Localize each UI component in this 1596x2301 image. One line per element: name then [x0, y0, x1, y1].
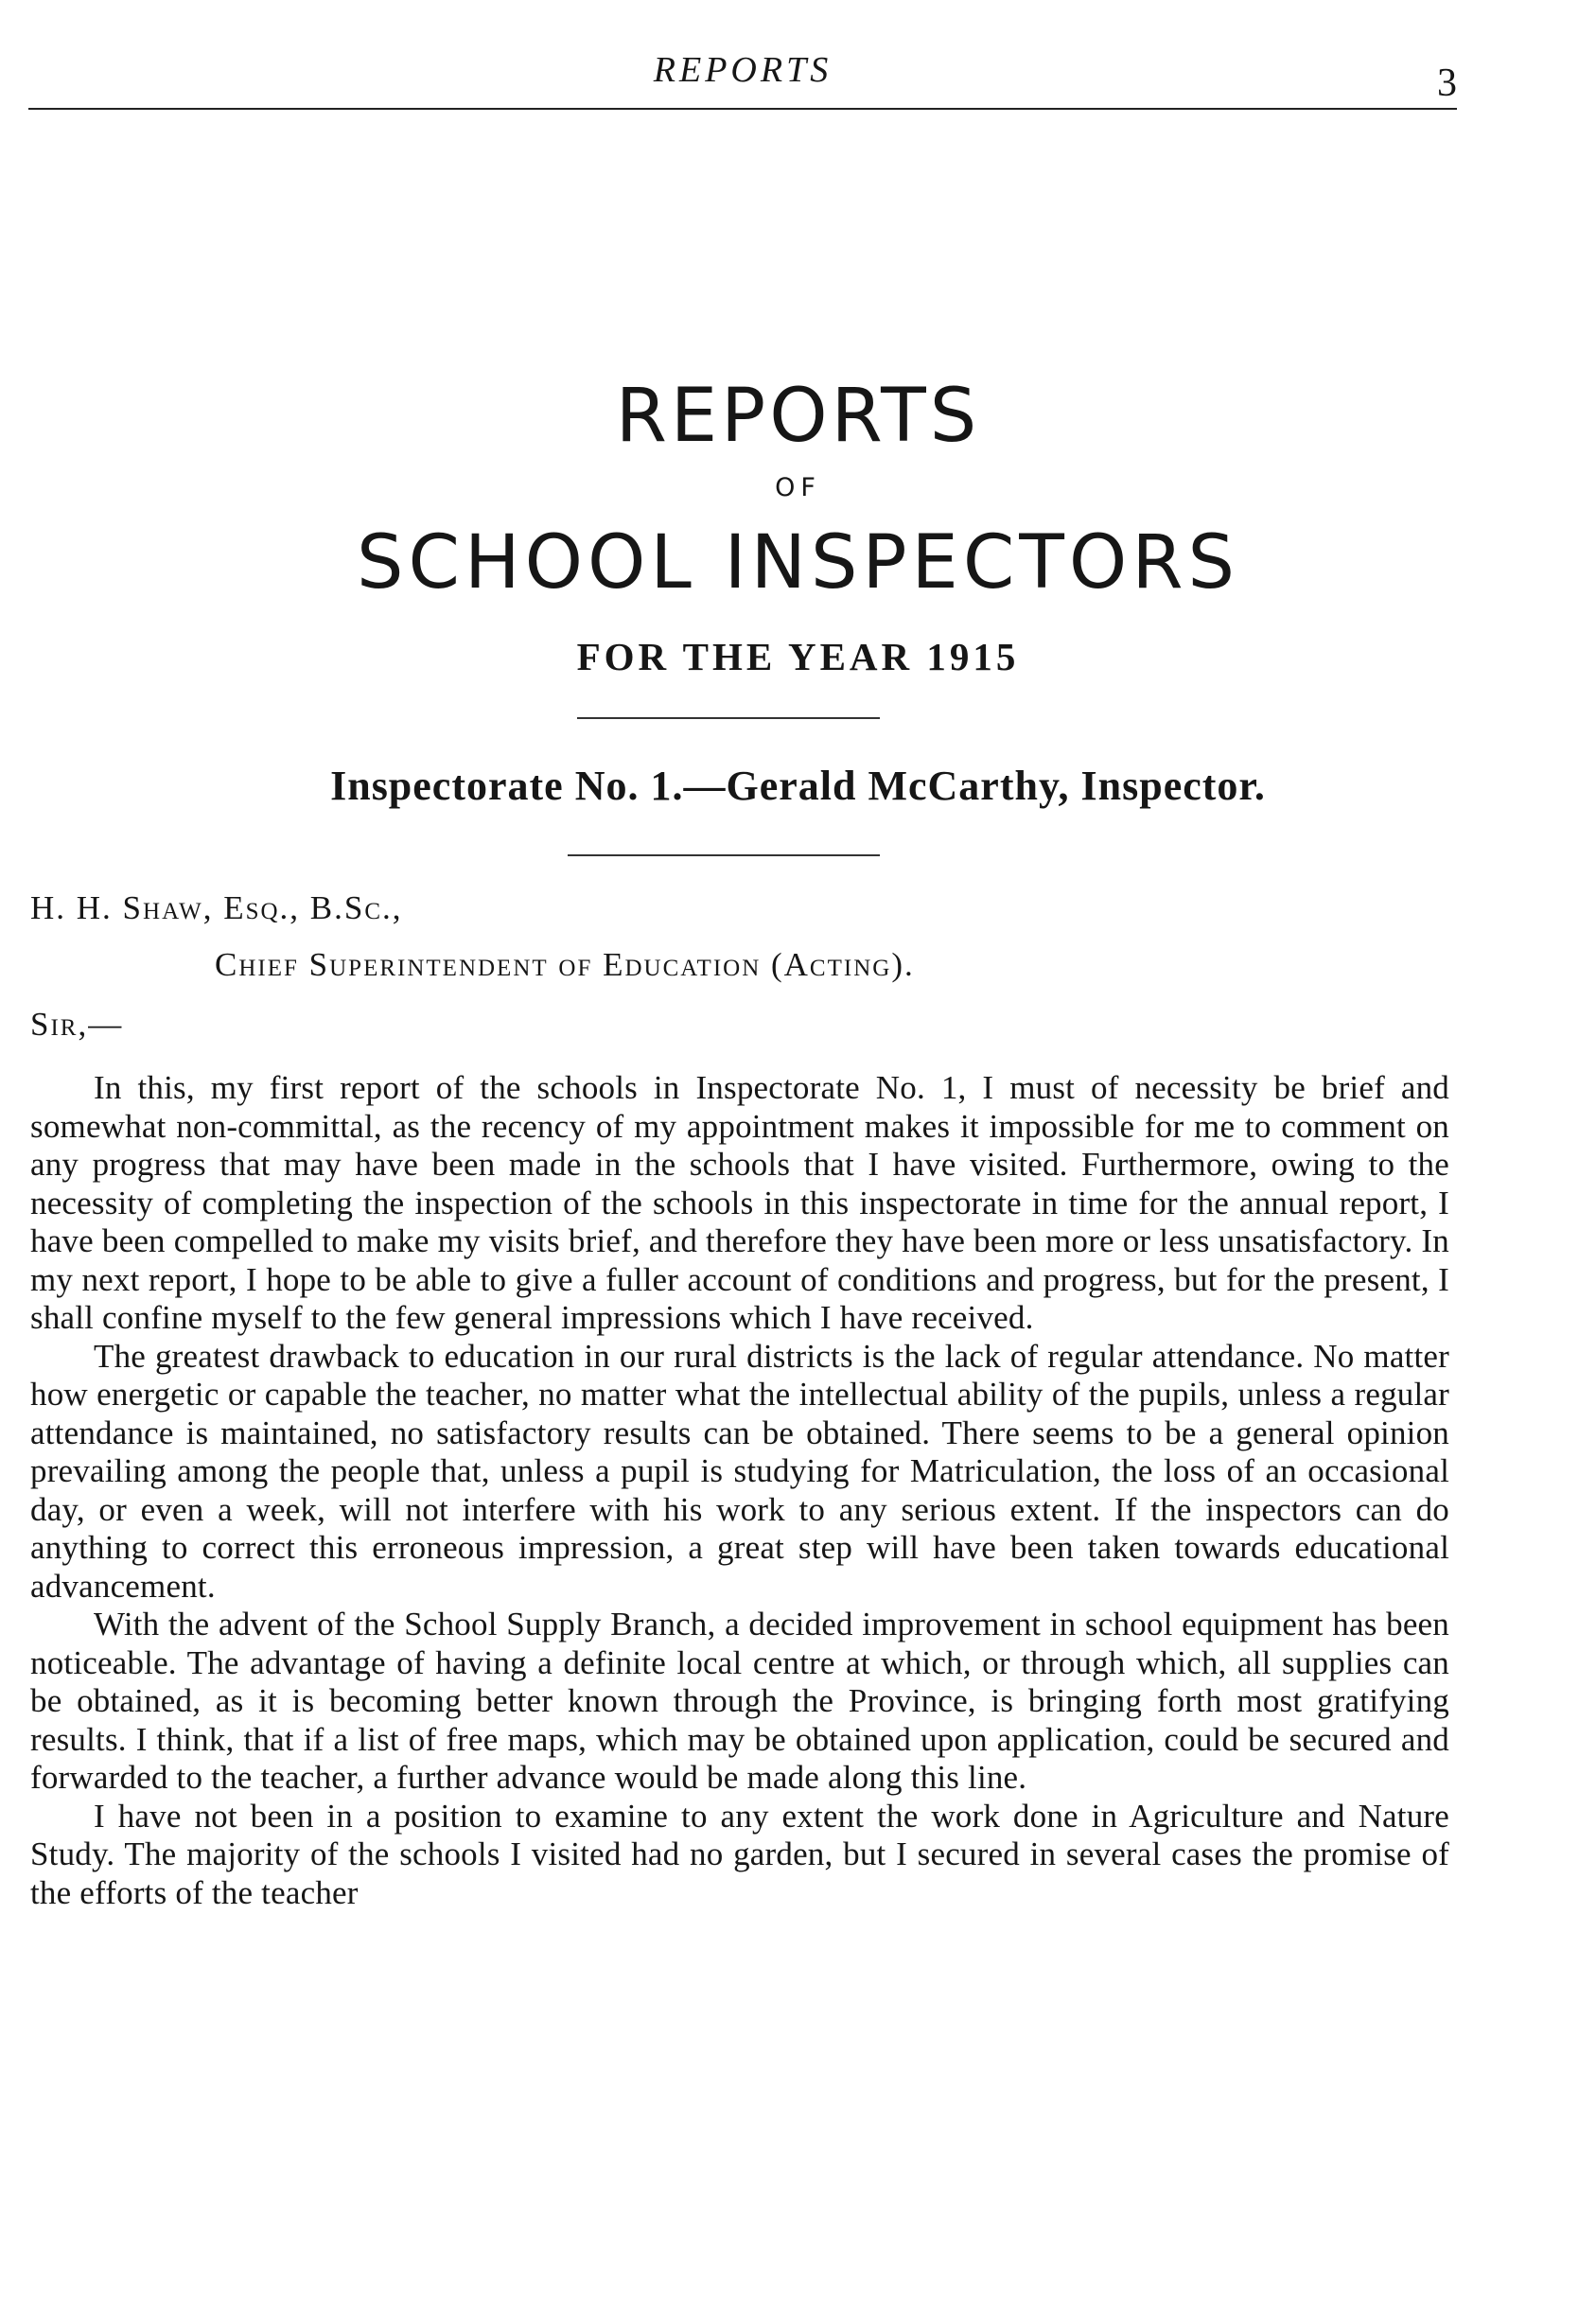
salutation: Sir,—: [30, 1006, 124, 1043]
running-head-title: REPORTS: [653, 50, 833, 90]
inspectorate-heading: Inspectorate No. 1.—Gerald McCarthy, Inspector.: [330, 763, 1266, 809]
paragraph: The greatest drawback to education in our rural districts is the lack of regular attendance. No matter how energetic or capable the teacher, no matter what the intellectual ability of the pupils, unless a regular attendance is maintained, no satisfactory results can be obtained. There seems to be a general opinion prevailing among the people that, unless a pupil is studying for Matriculation, the loss of an occasional day, or even a week, will not interfere with his work to any serious extent. If the inspectors can do anything to correct this erroneous impression, a great step will have been taken towards educational advancement.: [30, 1337, 1449, 1605]
paragraph: I have not been in a position to examine to any extent the work done in Agriculture and Nature Study. The majority of the schools I visited had no garden, but I secured in several cases the promise of the efforts of the teacher: [30, 1797, 1449, 1911]
running-head: [28, 49, 1457, 110]
paragraph: With the advent of the School Supply Branch, a decided improvement in school equipment has been noticeable. The advantage of having a definite local centre at which, or through which, all supplies can be obtained, as it is becoming better known through the Province, is bringing forth most gratifying results. I think, that if a list of free maps, which may be obtained upon application, could be secured and forwarded to the teacher, a further advance would be made along this line.: [30, 1606, 1449, 1796]
divider-rule: [577, 717, 880, 719]
title-of: OF: [775, 473, 821, 502]
title-school-inspectors: SCHOOL INSPECTORS: [356, 520, 1240, 606]
addressee-title: Chief Superintendent of Education (Acting).: [215, 946, 915, 983]
paragraph: In this, my first report of the schools in Inspectorate No. 1, I must of necessity be brief and somewhat non-committal, as the recency of my appointment makes it impossible for me to comment on any progress that may have been made in the schools that I have visited. Furthermore, owing to the necessity of completing the inspection of the schools in this inspectorate in time for the annual report, I have been compelled to make my visits brief, and therefore they have been more or less unsatisfactory. In my next report, I hope to be able to give a fuller account of conditions and progress, but for the present, I shall confine myself to the few general impressions which I have received.: [30, 1069, 1449, 1336]
divider-rule: [568, 854, 880, 856]
title-year: FOR THE YEAR 1915: [576, 635, 1020, 678]
page-number: 3: [1437, 61, 1457, 105]
report-body: [30, 1069, 1449, 1912]
addressee-name: H. H. Shaw, Esq., B.Sc.,: [30, 889, 403, 926]
title-reports: REPORTS: [615, 374, 981, 459]
